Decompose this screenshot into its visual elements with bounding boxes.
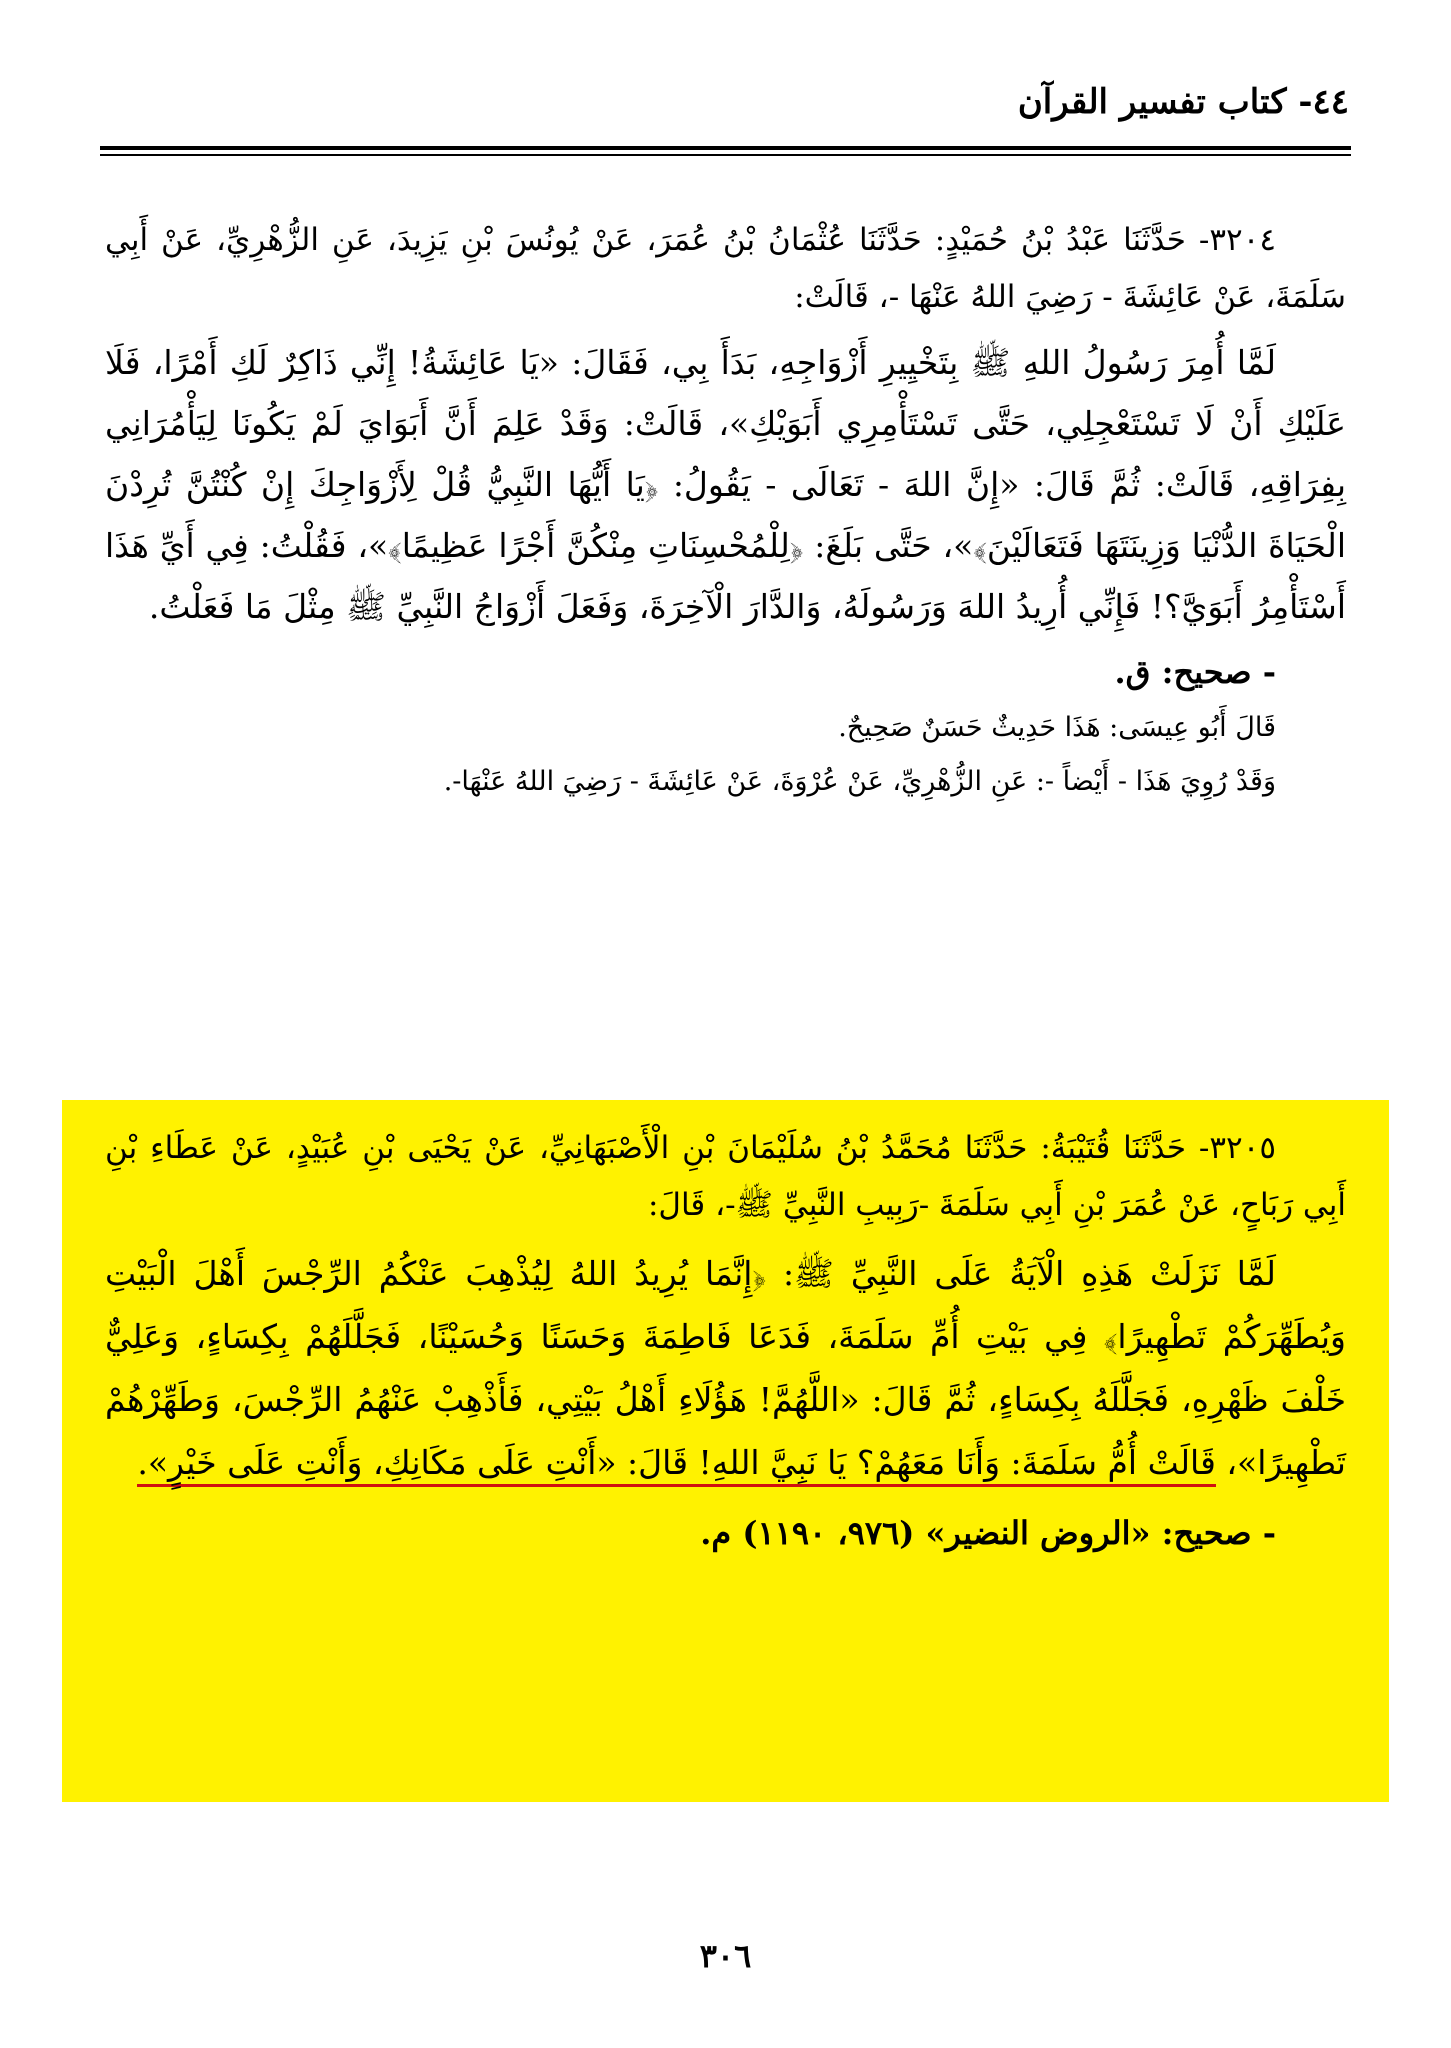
header-rule-thin (100, 154, 1351, 156)
hadith-3205 (105, 1120, 1346, 1562)
header-rule-thick (100, 146, 1351, 150)
hadith-3204-note-riwaya: وَقَدْ رُوِيَ هَذَا - أَيْضاً -: عَنِ الزُّهْرِيِّ، عَنْ عُرْوَةَ، عَنْ عَائِشَةَ - رَضِيَ اللهُ عَنْهَا-. (443, 766, 1276, 797)
hadith-3205-grade: - صحيح: «الروض النضير» (٩٧٦، ١١٩٠) م. (700, 1514, 1276, 1552)
hadith-3204-grade: - صحيح: ق. (1114, 653, 1276, 691)
hadith-3205-underlined-passage: قَالَتْ أُمُّ سَلَمَةَ: وَأَنَا مَعَهُمْ؟ يَا نَبِيَّ اللهِ! قَالَ: «أَنْتِ عَلَى مَكَانِكِ، وَأَنْتِ عَلَى خَيْرٍ». (137, 1443, 1215, 1487)
hadith-3204-isnad: ٣٢٠٤- حَدَّثَنَا عَبْدُ بْنُ حُمَيْدٍ: حَدَّثَنَا عُثْمَانُ بْنُ عُمَرَ، عَنْ يُونُسَ بْنِ يَزِيدَ، عَنِ الزُّهْرِيِّ، عَنْ أَبِي سَلَمَةَ، عَنْ عَائِشَةَ - رَضِيَ اللهُ عَنْهَا -، قَالَتْ: (105, 222, 1346, 315)
page-number: ٣٠٦ (699, 1937, 752, 1975)
hadith-3205-isnad: ٣٢٠٥- حَدَّثَنَا قُتَيْبَةُ: حَدَّثَنَا مُحَمَّدُ بْنُ سُلَيْمَانَ بْنِ الْأَصْبَهَانِيِّ، عَنْ يَحْيَى بْنِ عُبَيْدٍ، عَنْ عَطَاءِ بْنِ أَبِي رَبَاحٍ، عَنْ عُمَرَ بْنِ أَبِي سَلَمَةَ -رَبِيبِ النَّبِيِّ ﷺ-، قَالَ: (105, 1130, 1346, 1223)
hadith-3204 (105, 212, 1346, 809)
hadith-3204-matn: لَمَّا أُمِرَ رَسُولُ اللهِ ﷺ بِتَخْيِيرِ أَزْوَاجِهِ، بَدَأَ بِي، فَقَالَ: «يَا عَائِشَةُ! إِنِّي ذَاكِرٌ لَكِ أَمْرًا، فَلَا عَلَيْكِ أَنْ لَا تَسْتَعْجِلِي، حَتَّى تَسْتَأْمِرِي أَبَوَيْكِ»، قَالَتْ: وَقَدْ عَلِمَ أَنَّ أَبَوَايَ لَمْ يَكُونَا لِيَأْمُرَانِي بِفِرَاقِهِ، قَالَتْ: ثُمَّ قَالَ: «إِنَّ اللهَ - تَعَالَى - يَقُولُ: ﴿يَا أَيُّهَا النَّبِيُّ قُلْ لِأَزْوَاجِكَ إِنْ كُنْتُنَّ تُرِدْنَ الْحَيَاةَ الدُّنْيَا وَزِينَتَهَا فَتَعَالَيْنَ﴾»، حَتَّى بَلَغَ: ﴿لِلْمُحْسِنَاتِ مِنْكُنَّ أَجْرًا عَظِيمًا﴾»، فَقُلْتُ: فِي أَيِّ هَذَا أَسْتَأْمِرُ أَبَوَيَّ؟! فَإِنِّي أُرِيدُ اللهَ وَرَسُولَهُ، وَالدَّارَ الْآخِرَةَ، وَفَعَلَ أَزْوَاجُ النَّبِيِّ ﷺ مِثْلَ مَا فَعَلْتُ. (105, 343, 1346, 626)
hadith-3204-note-abu-isa: قَالَ أَبُو عِيسَى: هَذَا حَدِيثٌ حَسَنٌ صَحِيحٌ. (838, 712, 1276, 743)
hadith-3205-matn-text: لَمَّا نَزَلَتْ هَذِهِ الْآيَةُ عَلَى النَّبِيِّ ﷺ: ﴿إِنَّمَا يُرِيدُ اللهُ لِيُذْهِبَ عَنْكُمُ الرِّجْسَ أَهْلَ الْبَيْتِ وَيُطَهِّرَكُمْ تَطْهِيرًا﴾ فِي بَيْتِ أُمِّ سَلَمَةَ، فَدَعَا فَاطِمَةَ وَحَسَنًا وَحُسَيْنًا، فَجَلَّلَهُمْ بِكِسَاءٍ، وَعَلِيٌّ خَلْفَ ظَهْرِهِ، فَجَلَّلَهُ بِكِسَاءٍ، ثُمَّ قَالَ: «اللَّهُمَّ! هَؤُلَاءِ أَهْلُ بَيْتِي، فَأَذْهِبْ عَنْهُمُ الرِّجْسَ، وَطَهِّرْهُمْ تَطْهِيرًا»، (105, 1254, 1346, 1482)
chapter-header-title: ٤٤- كتاب تفسير القرآن (1017, 82, 1349, 122)
hadith-3205-matn (105, 1242, 1346, 1494)
